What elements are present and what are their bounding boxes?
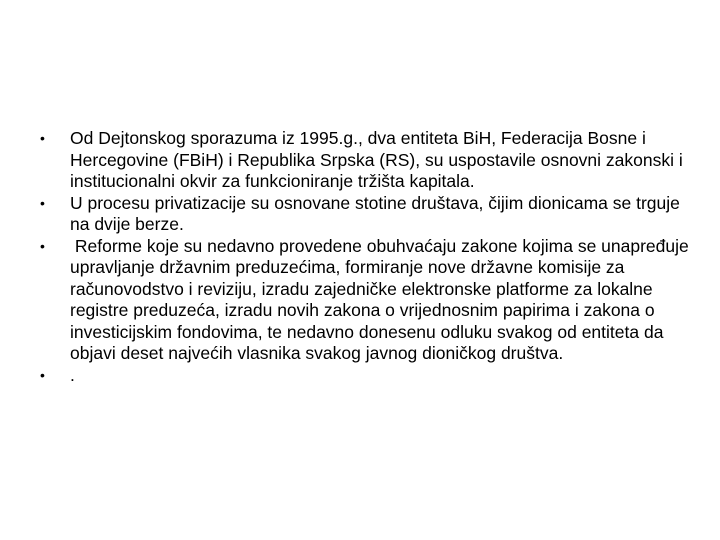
bullet-text: Reforme koje su nedavno provedene obuhvaćaju zakone kojima se unapređuje upravljanje državnim preduzećima, formiranje nove državne komisije za računovodstvo i reviziju, izradu zajedničke elektronske platforme za lokalne registre preduzeća, izradu novih zakona o vrijednosnim papirima i zakona o investicijskim fondovima, te nedavno donesenu odluku svakog od entiteta da objavi deset najvećih vlasnika svakog javnog dioničkog društva. <box>70 235 694 363</box>
bullet-text: . <box>70 364 75 385</box>
bullet-list <box>40 128 694 386</box>
bullet-item <box>40 235 694 365</box>
bullet-marker: • <box>40 130 45 146</box>
bullet-text: U procesu privatizacije su osnovane stotine društava, čijim dionicama se trguje na dvije berze. <box>70 192 680 234</box>
bullet-item <box>40 365 690 387</box>
bullet-marker: • <box>40 366 45 383</box>
bullet-text: Od Dejtonskog sporazuma iz 1995.g., dva entiteta BiH, Federacija Bosne i Hercegovine (FBiH) i Republika Srpska (RS), su uspostavile osnovni zakonski i institucionalni okvir za funkcioniranje tržišta kapitala. <box>70 128 683 191</box>
bullet-item <box>40 128 690 193</box>
bullet-item <box>40 193 690 236</box>
bullet-marker: • <box>40 194 45 211</box>
bullet-marker: • <box>40 237 45 254</box>
